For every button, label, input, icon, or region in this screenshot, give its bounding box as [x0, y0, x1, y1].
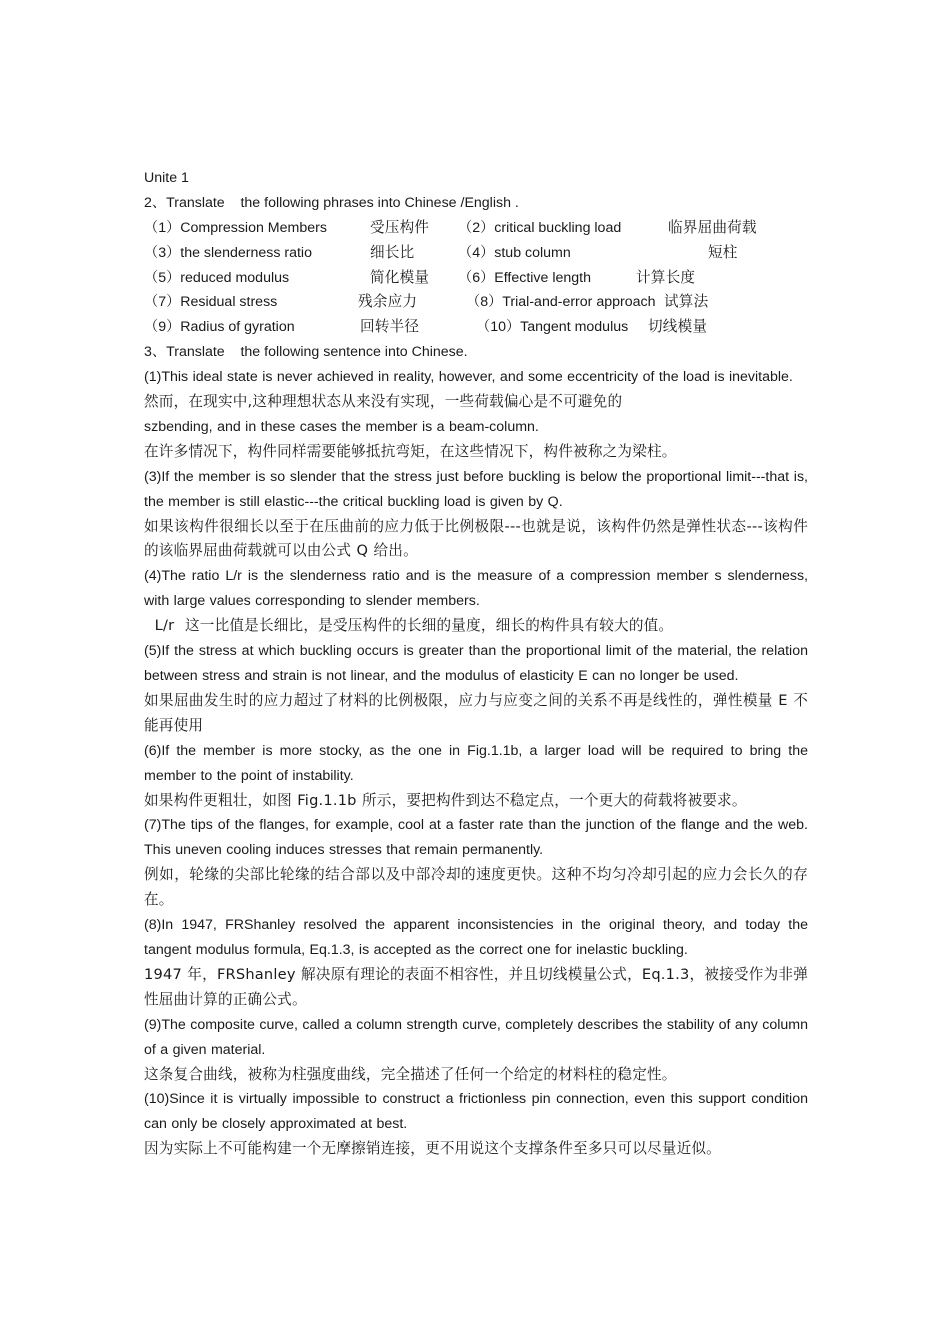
- section-2-title: 2、Translate the following phrases into Chinese /English .: [144, 194, 519, 211]
- phrase-english: （10）Tangent modulus: [476, 319, 629, 336]
- phrase-chinese: 试算法: [664, 293, 709, 311]
- sentence-english: (8)In 1947, FRShanley resolved the apparent inconsistencies in the original theory, and today the tangent modulus formula, Eq.1.3, is accepted as the correct one for inelastic buckling.: [144, 917, 808, 958]
- phrase-english: （6）Effective length: [458, 269, 592, 286]
- phrase-chinese: 细长比: [370, 243, 415, 261]
- sentence-chinese: 例如，轮缘的尖部比轮缘的结合部以及中部冷却的速度更快。这种不均匀冷却引起的应力会长久的存在。: [144, 866, 808, 909]
- sentence-english: (6)If the member is more stocky, as the one in Fig.1.1b, a larger load will be required to bring the member to the point of instability.: [144, 742, 808, 784]
- sentence-english: (3)If the member is so slender that the stress just before buckling is below the proportional limit---that is, the member is still elastic---the critical buckling load is given by Q.: [144, 468, 808, 510]
- sentence-english: szbending, and in these cases the member is a beam-column.: [144, 418, 539, 435]
- sentence-english: (7)The tips of the flanges, for example, cool at a faster rate than the junction of the flange and the web. This uneven cooling induces stresses that remain permanently.: [144, 817, 808, 859]
- phrase-english: （4）stub column: [458, 244, 571, 261]
- phrase-row: [144, 266, 808, 291]
- phrase-row: [144, 241, 808, 266]
- phrase-english: （7）Residual stress: [144, 294, 278, 311]
- phrase-row: [144, 290, 808, 315]
- sentence-chinese: 如果该构件很细长以至于在压曲前的应力低于比例极限---也就是说，该构件仍然是弹性状态---该构件的该临界屈曲荷载就可以由公式 Q 给出。: [144, 517, 808, 560]
- phrase-chinese: 简化模量: [370, 268, 430, 286]
- phrase-chinese: 短柱: [708, 243, 738, 261]
- phrase-row: [144, 315, 808, 340]
- sentence-chinese: 1947 年，FRShanley 解决原有理论的表面不相容性，并且切线模量公式，Eq.1.3，被接受作为非弹性屈曲计算的正确公式。: [144, 965, 808, 1008]
- phrase-chinese: 受压构件: [370, 218, 430, 236]
- sentence-chinese: 在许多情况下，构件同样需要能够抵抗弯矩，在这些情况下，构件被称之为梁柱。: [144, 442, 677, 460]
- sentence-chinese: 然而，在现实中,这种理想状态从来没有实现，一些荷载偏心是不可避免的: [144, 393, 623, 411]
- sentence-english: (10)Since it is virtually impossible to construct a frictionless pin connection, even this support condition can only be closely approximated at best.: [144, 1091, 808, 1133]
- sentence-chinese: 因为实际上不可能构建一个无摩擦销连接，更不用说这个支撑条件至多只可以尽量近似。: [144, 1140, 721, 1158]
- sentence-chinese: 如果构件更粗壮，如图 Fig.1.1b 所示，要把构件到达不稳定点，一个更大的荷载将被要求。: [144, 791, 747, 809]
- phrase-english: （9）Radius of gyration: [144, 319, 295, 336]
- phrase-english: （8）Trial-and-error approach: [466, 294, 656, 311]
- sentence-english: (9)The composite curve, called a column strength curve, completely describes the stability of any column of a given material.: [144, 1016, 808, 1058]
- sentence-english: (4)The ratio L/r is the slenderness ratio and is the measure of a compression member s slenderness, with large values corresponding to slender members.: [144, 568, 808, 610]
- sentence-chinese: 如果屈曲发生时的应力超过了材料的比例极限，应力与应变之间的关系不再是线性的，弹性模量 E 不能再使用: [144, 691, 808, 734]
- phrase-english: （1）Compression Members: [144, 219, 327, 236]
- phrase-chinese: 回转半径: [360, 318, 420, 336]
- unit-title: Unite 1: [144, 170, 189, 186]
- phrase-english: （3）the slenderness ratio: [144, 244, 312, 261]
- document-page: [144, 166, 808, 1162]
- phrase-chinese: 残余应力: [358, 293, 418, 311]
- phrase-chinese: 切线模量: [648, 318, 708, 336]
- phrase-english: （5）reduced modulus: [144, 269, 290, 286]
- phrase-row: [144, 216, 808, 241]
- phrase-chinese: 临界屈曲荷载: [668, 218, 757, 236]
- sentence-english: (1)This ideal state is never achieved in reality, however, and some eccentricity of the load is inevitable.: [144, 369, 793, 386]
- sentence-chinese: 这条复合曲线，被称为柱强度曲线，完全描述了任何一个给定的材料柱的稳定性。: [144, 1065, 677, 1083]
- sentence-english: (5)If the stress at which buckling occurs is greater than the proportional limit of the material, the relation between stress and strain is not linear, and the modulus of elasticity E can no longer be used.: [144, 643, 808, 684]
- sentence-chinese: L/r 这一比值是长细比，是受压构件的长细的量度，细长的构件具有较大的值。: [144, 617, 674, 635]
- section-3-title: 3、Translate the following sentence into Chinese.: [144, 344, 468, 361]
- sentence-list: [144, 365, 808, 1162]
- phrase-chinese: 计算长度: [636, 268, 696, 286]
- phrase-list: [144, 216, 808, 340]
- phrase-english: （2）critical buckling load: [458, 219, 622, 236]
